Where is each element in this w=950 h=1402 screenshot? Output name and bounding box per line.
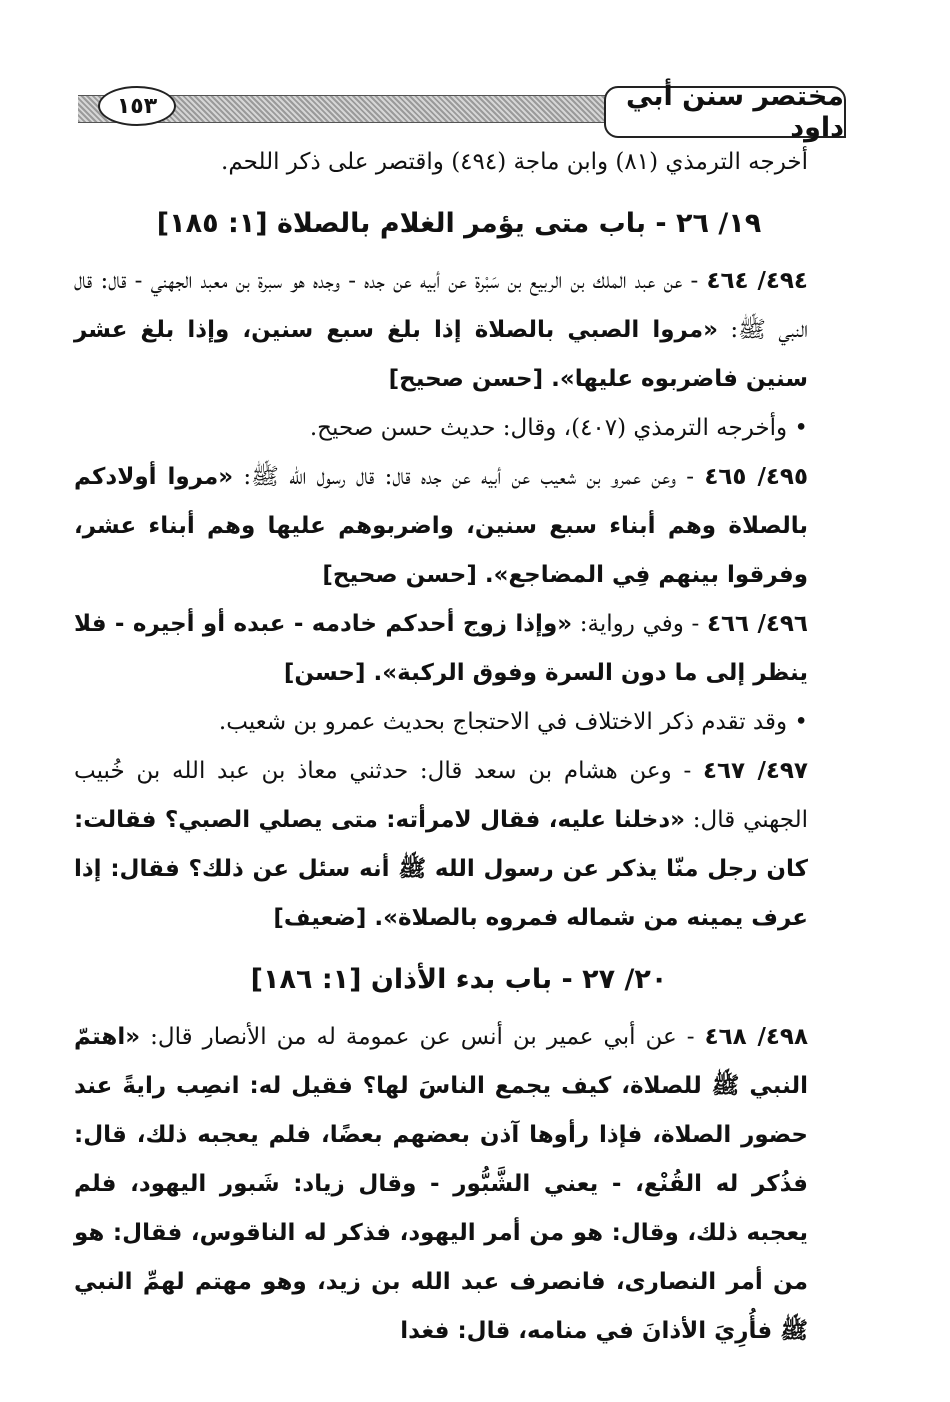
hadith-chain: - وفي رواية: xyxy=(572,611,707,637)
hadith-chain: - عن عبد الملك بن الربيع بن سَبْرة عن أبيه عن جده - وجده هو سبرة بن معبد الجهني - قال: قال النبي ﷺ: xyxy=(74,268,808,343)
hadith-paragraph xyxy=(74,600,844,698)
hadith-paragraph xyxy=(74,1013,844,1356)
page-body xyxy=(74,138,844,1356)
hadith-chain: - وعن عمرو بن شعيب عن أبيه عن جده قال: قال رسول الله ﷺ: xyxy=(233,464,705,490)
book-title: مختصر سنن أبي داود xyxy=(604,86,846,138)
hadith-matn: «مروا أولادكم بالصلاة وهم أبناء سبع سنين، واضربوهم عليها وهم أبناء عشر، وفرقوا بينهم فِي المضاجع» xyxy=(74,464,808,588)
hadith-paragraph xyxy=(74,747,844,943)
hadith-grade: . [حسن] xyxy=(283,660,383,686)
hadith-matn: «دخلنا عليه، فقال لامرأته: متى يصلي الصبي؟ فقالت: كان رجل منّا يذكر عن رسول الله ﷺ أنه سئل عن ذلك؟ فقال: إذا عرف يمينه من شماله فمروه بالصلاة» xyxy=(74,807,808,931)
hadith-paragraph xyxy=(74,453,844,600)
note-text: وقد تقدم ذكر الاختلاف في الاحتجاج بحديث عمرو بن شعيب. xyxy=(218,709,788,735)
hadith-number: ٤٩٥/ ٤٦٥ xyxy=(704,464,808,490)
hadith-paragraph xyxy=(74,257,844,404)
chapter-heading: ٢٠/ ٢٧ - باب بدء الأذان [١: ١٨٦] xyxy=(250,964,668,995)
hadith-chain: - عن أبي عمير بن أنس عن عمومة له من الأنصار قال: xyxy=(140,1024,705,1050)
hadith-number: ٤٩٦/ ٤٦٦ xyxy=(706,611,808,637)
hadith-grade: . [ضعيف] xyxy=(273,905,384,931)
hadith-number: ٤٩٨/ ٤٦٨ xyxy=(704,1024,808,1050)
chapter-heading: ١٩/ ٢٦ - باب متى يؤمر الغلام بالصلاة [١: ١٨٥] xyxy=(156,208,762,239)
hadith-grade: . [حسن صحيح] xyxy=(388,366,560,392)
hadith-number: ٤٩٤/ ٤٦٤ xyxy=(706,268,808,294)
hadith-chain: - وعن هشام بن سعد قال: حدثني معاذ بن عبد الله بن خُبيب الجهني قال: xyxy=(74,758,808,833)
hadith-grade: . [حسن صحيح] xyxy=(322,562,494,588)
hadith-number: ٤٩٧/ ٤٦٧ xyxy=(702,758,808,784)
note-line xyxy=(74,698,844,747)
note-line xyxy=(74,404,844,453)
hadith-matn: «اهتمّ النبي ﷺ للصلاة، كيف يجمع الناسَ لها؟ فقيل له: انصِب رايةً عند حضور الصلاة، فإذا رأوها آذن بعضهم بعضًا، فلم يعجبه ذلك، قال: فذُكر له القُنْع، - يعني الشَّبُّور - وقال زياد: شَبور اليهود، فلم يعجبه ذلك، وقال: هو من أمر اليهود، فذكر له الناقوس، فقال: هو من أمر النصارى، فانصرف عبد الله بن زيد، وهو مهتم لهمِّ النبي ﷺ فأُرِيَ الأذانَ في منامه، قال: فغدا xyxy=(74,1024,808,1344)
note-text: أخرجه الترمذي (٨١) وابن ماجة (٤٩٤) واقتصر على ذكر اللحم. xyxy=(221,149,808,175)
hadith-matn: «وإذا زوج أحدكم خادمه - عبده أو أجيره - فلا ينظر إلى ما دون السرة وفوق الركبة» xyxy=(74,611,808,686)
note-text: وأخرجه الترمذي (٤٠٧)، وقال: حديث حسن صحيح. xyxy=(309,415,788,441)
page-number: ١٥٣ xyxy=(98,86,176,126)
note-line xyxy=(74,138,844,187)
hadith-matn: «مروا الصبي بالصلاة إذا بلغ سبع سنين، وإذا بلغ عشر سنين فاضربوه عليها» xyxy=(74,317,808,392)
